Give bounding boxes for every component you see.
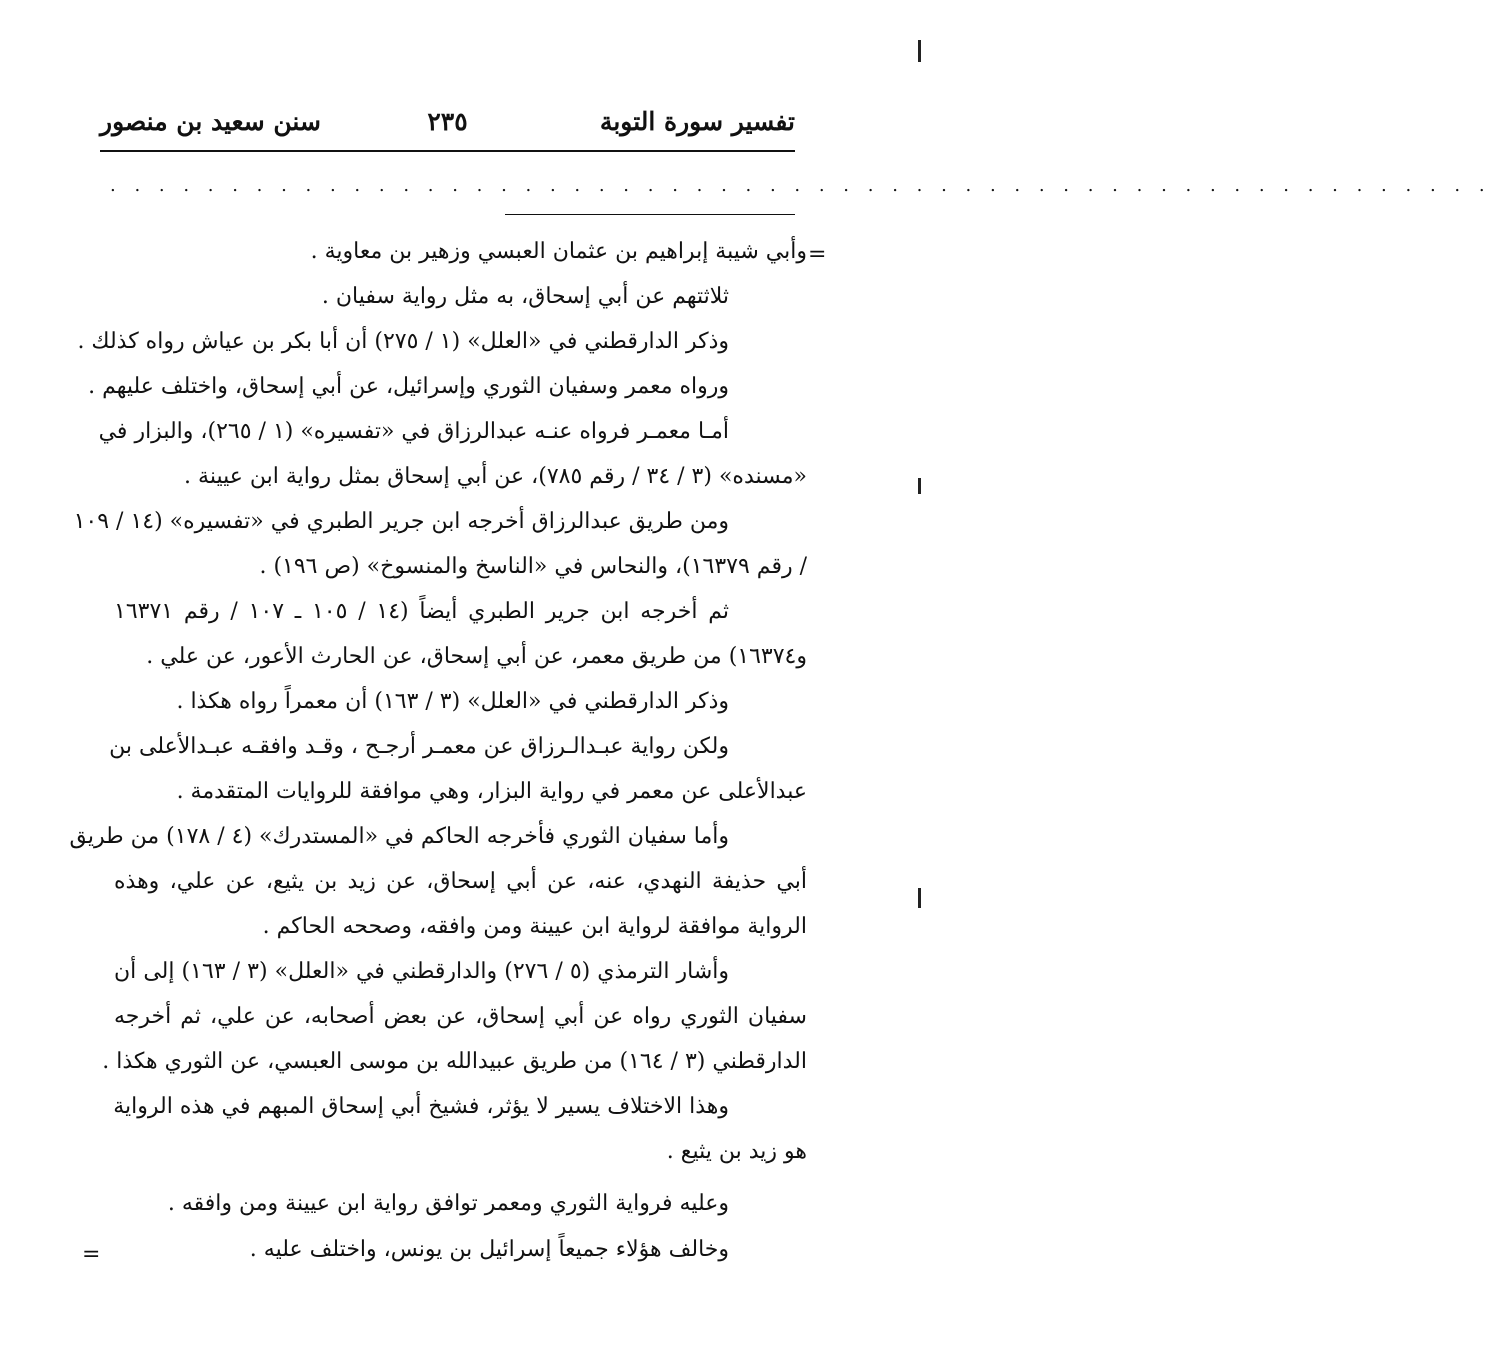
text-line: الدارقطني (٣ / ١٦٤) من طريق عبيدالله بن موسى العبسي، عن الثوري هكذا . bbox=[102, 1049, 807, 1074]
page-number: ٢٣٥ bbox=[427, 107, 468, 136]
scan-margin-mark bbox=[918, 478, 921, 494]
book-title: سنن سعيد بن منصور bbox=[100, 107, 321, 136]
text-line: ثلاثتهم عن أبي إسحاق، به مثل رواية سفيان . bbox=[321, 284, 729, 309]
continuation-mark-bottom: = bbox=[82, 1242, 101, 1267]
text-line: وأبي شيبة إبراهيم بن عثمان العبسي وزهير بن معاوية . bbox=[310, 239, 807, 264]
text-line: سفيان الثوري رواه عن أبي إسحاق، عن بعض أصحابه، عن علي، ثم أخرجه bbox=[114, 1004, 807, 1029]
chapter-title: تفسير سورة التوبة bbox=[599, 107, 795, 136]
text-line: أبي حذيفة النهدي، عنه، عن أبي إسحاق، عن زيد بن يثيع، عن علي، وهذه bbox=[114, 869, 807, 894]
text-line: هو زيد بن يثيع . bbox=[666, 1139, 807, 1164]
text-line: ومن طريق عبدالرزاق أخرجه ابن جرير الطبري في «تفسيره» (١٤ / ١٠٩ bbox=[73, 509, 729, 534]
text-line: وذكر الدارقطني في «العلل» (١ / ٢٧٥) أن أبا بكر بن عياش رواه كذلك . bbox=[77, 329, 729, 354]
text-line: وهذا الاختلاف يسير لا يؤثر، فشيخ أبي إسحاق المبهم في هذه الرواية bbox=[113, 1094, 729, 1119]
text-line: وعليه فرواية الثوري ومعمر توافق رواية ابن عيينة ومن وافقه . bbox=[167, 1191, 729, 1216]
separator-dots: . . . . . . . . . . . . . . . . . . . . . . . . . . . . . . . . . . . . . . . . . . . . . . . . . . . . . . . . . bbox=[110, 175, 1491, 196]
text-line: وأشار الترمذي (٥ / ٢٧٦) والدارقطني في «العلل» (٣ / ١٦٣) إلى أن bbox=[114, 959, 729, 984]
text-line: الرواية موافقة لرواية ابن عيينة ومن وافقه، وصححه الحاكم . bbox=[262, 914, 807, 939]
text-line: «مسنده» (٣ / ٣٤ / رقم ٧٨٥)، عن أبي إسحاق بمثل رواية ابن عيينة . bbox=[184, 464, 807, 489]
text-line: و١٦٣٧٤) من طريق معمر، عن أبي إسحاق، عن الحارث الأعور، عن علي . bbox=[146, 644, 807, 669]
text-line: ورواه معمر وسفيان الثوري وإسرائيل، عن أبي إسحاق، واختلف عليهم . bbox=[88, 374, 729, 399]
text-line: وأما سفيان الثوري فأخرجه الحاكم في «المستدرك» (٤ / ١٧٨) من طريق bbox=[69, 824, 729, 849]
text-line: وذكر الدارقطني في «العلل» (٣ / ١٦٣) أن معمراً رواه هكذا . bbox=[176, 689, 729, 714]
text-line: ولكن رواية عبـدالـرزاق عن معمـر أرجـح ، وقـد وافقـه عبـدالأعلى بن bbox=[109, 734, 729, 759]
scan-margin-mark bbox=[918, 40, 921, 62]
scan-margin-mark bbox=[918, 888, 921, 908]
text-line: / رقم ١٦٣٧٩)، والنحاس في «الناسخ والمنسوخ» (ص ١٩٦) . bbox=[259, 554, 807, 579]
text-line: ثم أخرجه ابن جرير الطبري أيضاً (١٤ / ١٠٥ ـ ١٠٧ / رقم ١٦٣٧١ bbox=[114, 599, 729, 624]
text-line: عبدالأعلى عن معمر في رواية البزار، وهي موافقة للروايات المتقدمة . bbox=[176, 779, 807, 804]
continuation-mark-top: = bbox=[808, 242, 827, 267]
footnote-rule bbox=[505, 214, 795, 215]
running-header bbox=[100, 104, 795, 144]
header-rule bbox=[100, 150, 795, 152]
text-line: وخالف هؤلاء جميعاً إسرائيل بن يونس، واختلف عليه . bbox=[249, 1237, 729, 1262]
text-line: أمـا معمـر فرواه عنـه عبدالرزاق في «تفسيره» (١ / ٢٦٥)، والبزار في bbox=[98, 419, 729, 444]
